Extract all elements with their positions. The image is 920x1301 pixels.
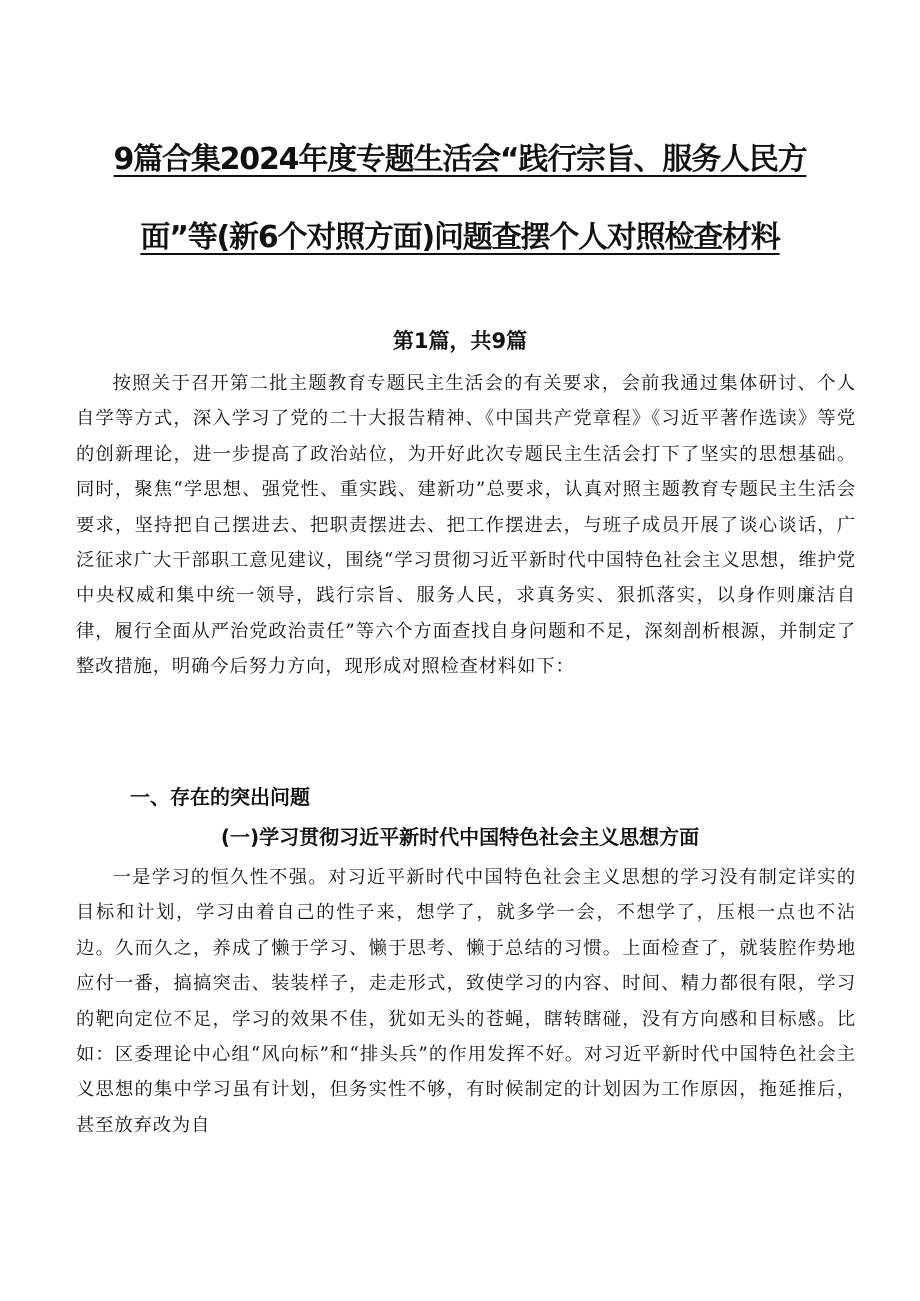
document-title-line-2: 面”等(新6个对照方面)问题查摆个人对照检查材料: [140, 220, 780, 255]
part-indicator: 第1篇，共9篇: [392, 329, 528, 353]
problem-paragraph: 一是学习的恒久性不强。对习近平新时代中国特色社会主义思想的学习没有制定详实的目标和计划，学习由着自己的性子来，想学了，就多学一会，不想学了，压根一点也不沾边。久而久之，养成了懒于学习、懒于思考、懒于总结的习惯。上面检查了，就装腔作势地应付一番，搞搞突击、装装样子，走走形式，致使学习的内容、时间、精力都很有限，学习的靶向定位不足，学习的效果不佳，犹如无头的苍蝇，瞎转瞎碰，没有方向感和目标感。比如：区委理论中心组“风向标”和“排头兵”的作用发挥不好。对习近平新时代中国特色社会主义思想的集中学习虽有计划，但务实性不够，有时候制定的计划因为工作原因，拖延推后，甚至放弃改为自: [76, 867, 856, 1136]
section-heading: 一、存在的突出问题: [130, 785, 310, 809]
document-title-line-1: 9篇合集2024年度专题生活会“践行宗旨、服务人民方: [113, 142, 807, 177]
subsection-heading: (一)学习贯彻习近平新时代中国特色社会主义思想方面: [220, 825, 700, 849]
intro-paragraph: 按照关于召开第二批主题教育专题民主生活会的有关要求，会前我通过集体研讨、个人自学等方式，深入学习了党的二十大报告精神、《中国共产党章程》《习近平著作选读》等党的创新理论，进一步提高了政治站位，为开好此次专题民主生活会打下了坚实的思想基础。同时，聚焦“学思想、强党性、重实践、建新功”总要求，认真对照主题教育专题民主生活会要求，坚持把自己摆进去、把职责摆进去、把工作摆进去，与班子成员开展了谈心谈话，广泛征求广大干部职工意见建议，围绕“学习贯彻习近平新时代中国特色社会主义思想，维护党中央权威和集中统一领导，践行宗旨、服务人民，求真务实、狠抓落实，以身作则廉洁自律，履行全面从严治党政治责任”等六个方面查找自身问题和不足，深刻剖析根源，并制定了整改措施，明确今后努力方向，现形成对照检查材料如下：: [76, 373, 856, 678]
